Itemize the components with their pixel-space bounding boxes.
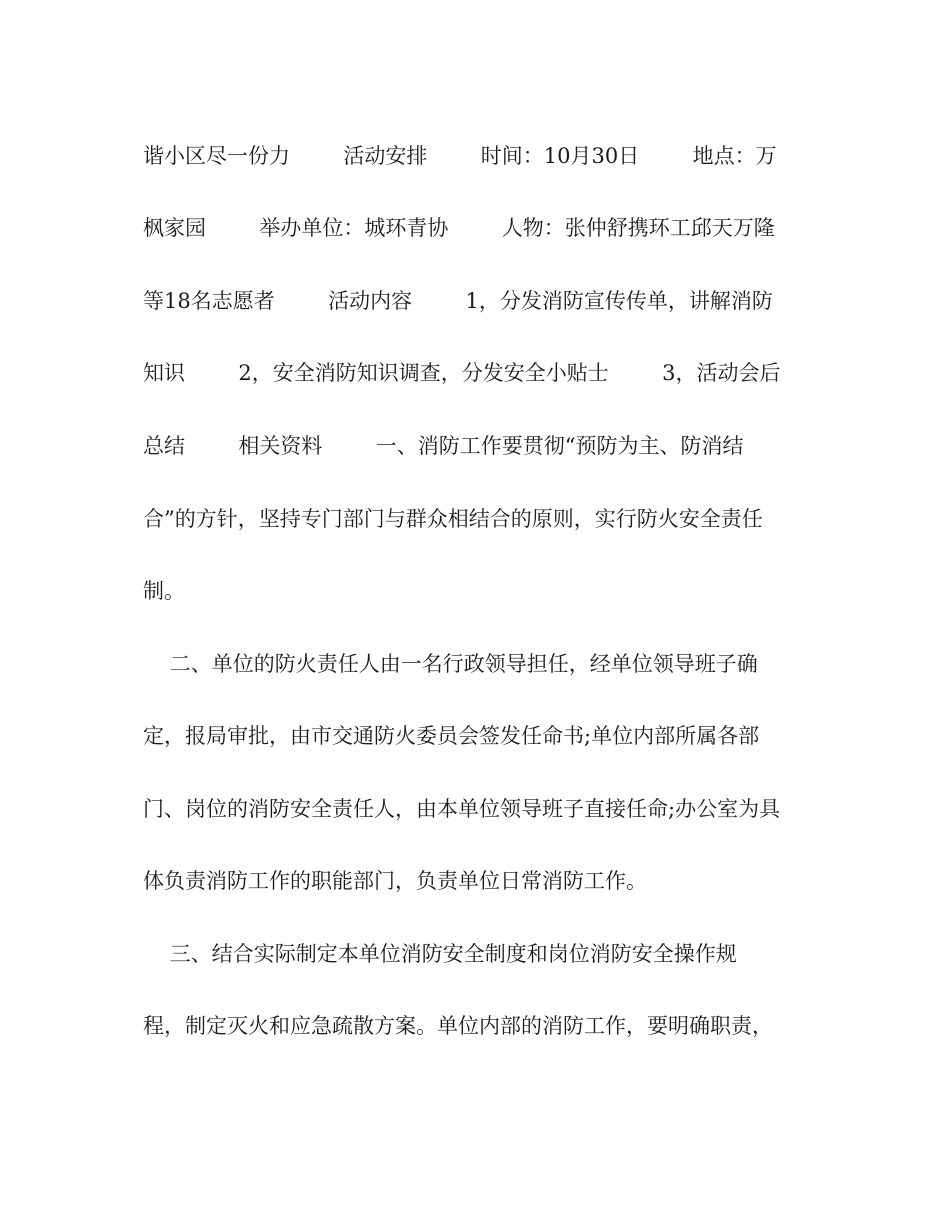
text-line: 门、岗位的消防安全责任人，由本单位领导班子直接任命;办公室为具: [143, 797, 781, 821]
text-line: 谐小区尽一份力 活动安排 时间：10月30日 地点：万: [143, 144, 777, 168]
paragraph-start-line: 三、结合实际制定本单位消防安全制度和岗位消防安全操作规: [143, 942, 737, 966]
paragraph-start-line: 二、单位的防火责任人由一名行政领导担任，经单位领导班子确: [143, 652, 758, 676]
text-line: 知识 2，安全消防知识调查，分发安全小贴士 3，活动会后: [143, 361, 781, 385]
text-line: 定，报局审批，由市交通防火委员会签发任命书;单位内部所属各部: [143, 724, 760, 748]
text-line: 体负责消防工作的职能部门，负责单位日常消防工作。: [143, 869, 647, 893]
text-line: 等18名志愿者 活动内容 1，分发消防宣传传单，讲解消防: [143, 289, 773, 313]
text-line: 程，制定灭火和应急疏散方案。单位内部的消防工作，要明确职责，: [143, 1014, 773, 1038]
text-line: 合”的方针，坚持专门部门与群众相结合的原则，实行防火安全责任: [143, 507, 763, 531]
text-line: 总结 相关资料 一、消防工作要贯彻“预防为主、防消结: [143, 434, 744, 458]
text-line: 枫家园 举办单位：城环青协 人物：张仲舒携环工邱天万隆: [143, 216, 775, 240]
text-line: 制。: [143, 579, 185, 603]
